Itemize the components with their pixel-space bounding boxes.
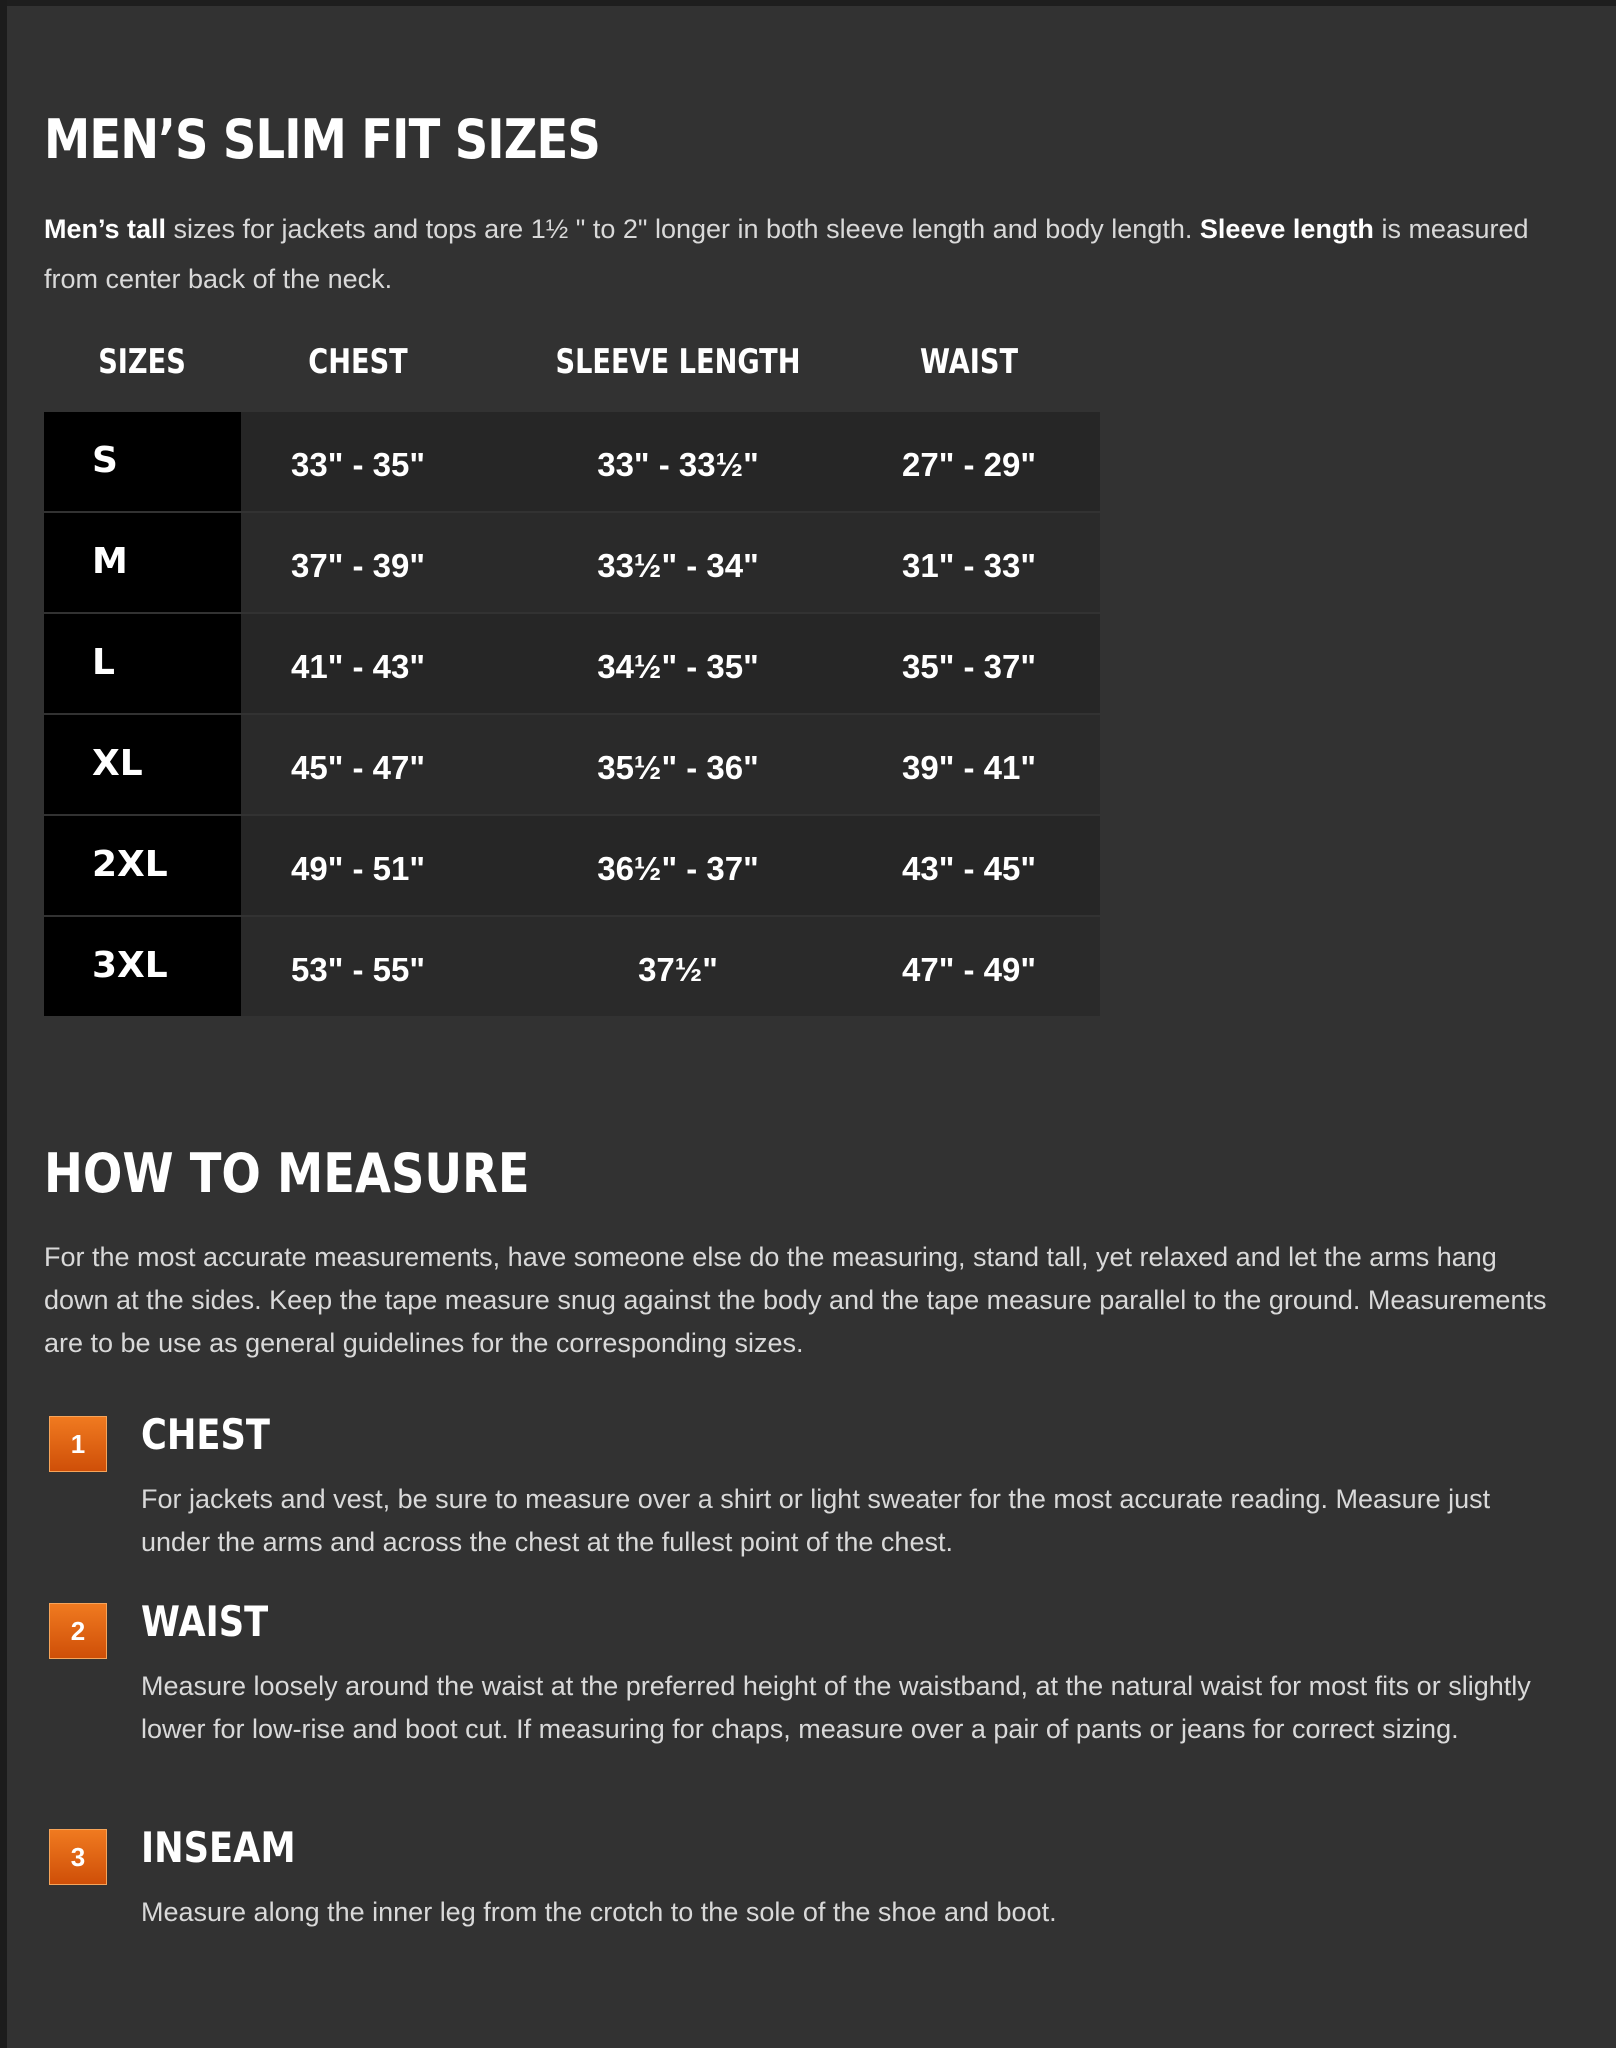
size-cell: 3XL [44, 917, 241, 1016]
chest-cell: 53" - 55" [290, 951, 426, 988]
step-title: INSEAM [141, 1823, 296, 1872]
header-sleeve-length: SLEEVE LENGTH [555, 342, 801, 382]
waist-cell: 27" - 29" [901, 446, 1037, 483]
header-chest: CHEST [308, 342, 408, 382]
step-number-badge: 2 [49, 1603, 107, 1659]
how-to-measure-title: HOW TO MEASURE [44, 1142, 530, 1205]
size-cell: XL [44, 715, 241, 814]
table-row [44, 412, 1100, 511]
step-title: WAIST [141, 1597, 269, 1646]
size-cell: 2XL [44, 816, 241, 915]
table-row [44, 917, 1100, 1016]
page-title: MEN’S SLIM FIT SIZES [44, 108, 600, 171]
step-description: Measure loosely around the waist at the preferred height of the waistband, at the natural waist for most fits or slightly lower for low-rise and boot cut. If measuring for chaps, measure over a pair of pants or jeans for correct sizing. [141, 1671, 1531, 1744]
top-border [0, 0, 1616, 6]
step-description: Measure along the inner leg from the crotch to the sole of the shoe and boot. [141, 1897, 1057, 1927]
chest-cell: 41" - 43" [290, 648, 426, 685]
how-to-measure-intro: For the most accurate measurements, have someone else do the measuring, stand tall, yet relaxed and let the arms hang down at the sides. Keep the tape measure snug against the body and the tape measure parallel to the ground. Measurements are to be use as general guidelines for the corresponding sizes. [44, 1242, 1547, 1358]
chest-cell: 33" - 35" [290, 446, 426, 483]
sleeve-cell: 34½" - 35" [597, 648, 759, 685]
size-cell: M [44, 513, 241, 612]
chest-cell: 37" - 39" [290, 547, 426, 584]
step-number-badge: 1 [49, 1416, 107, 1472]
header-sizes: SIZES [98, 342, 186, 382]
size-cell: L [44, 614, 241, 713]
table-row [44, 816, 1100, 915]
table-body [44, 412, 1100, 1018]
intro-text-1: sizes for jackets and tops are 1½ " to 2" longer in both sleeve length and body length. [166, 214, 1200, 244]
chest-cell: 45" - 47" [290, 749, 426, 786]
step-title: CHEST [141, 1410, 270, 1459]
sleeve-cell: 36½" - 37" [597, 850, 759, 887]
waist-cell: 39" - 41" [901, 749, 1037, 786]
table-row [44, 614, 1100, 713]
size-cell: S [44, 412, 241, 511]
intro-bold-mens-tall: Men’s tall [44, 214, 167, 244]
sleeve-cell: 33" - 33½" [597, 446, 759, 483]
step-number-badge: 3 [49, 1829, 107, 1885]
step-description: For jackets and vest, be sure to measure over a shirt or light sweater for the most accurate reading. Measure just under the arms and across the chest at the fullest point of the chest. [141, 1484, 1491, 1557]
waist-cell: 43" - 45" [901, 850, 1037, 887]
left-border [0, 0, 7, 2048]
waist-cell: 35" - 37" [901, 648, 1037, 685]
sleeve-cell: 35½" - 36" [597, 749, 759, 786]
waist-cell: 47" - 49" [901, 951, 1037, 988]
sleeve-cell: 37½" [638, 951, 718, 988]
intro-bold-sleeve-length: Sleeve length [1199, 214, 1374, 244]
sleeve-cell: 33½" - 34" [597, 547, 759, 584]
table-row [44, 513, 1100, 612]
header-waist: WAIST [919, 342, 1019, 382]
table-row [44, 715, 1100, 814]
intro-paragraph [44, 204, 1544, 304]
waist-cell: 31" - 33" [901, 547, 1037, 584]
intro-text-2: is measured from center back of the neck. [44, 214, 1529, 294]
chest-cell: 49" - 51" [290, 850, 426, 887]
